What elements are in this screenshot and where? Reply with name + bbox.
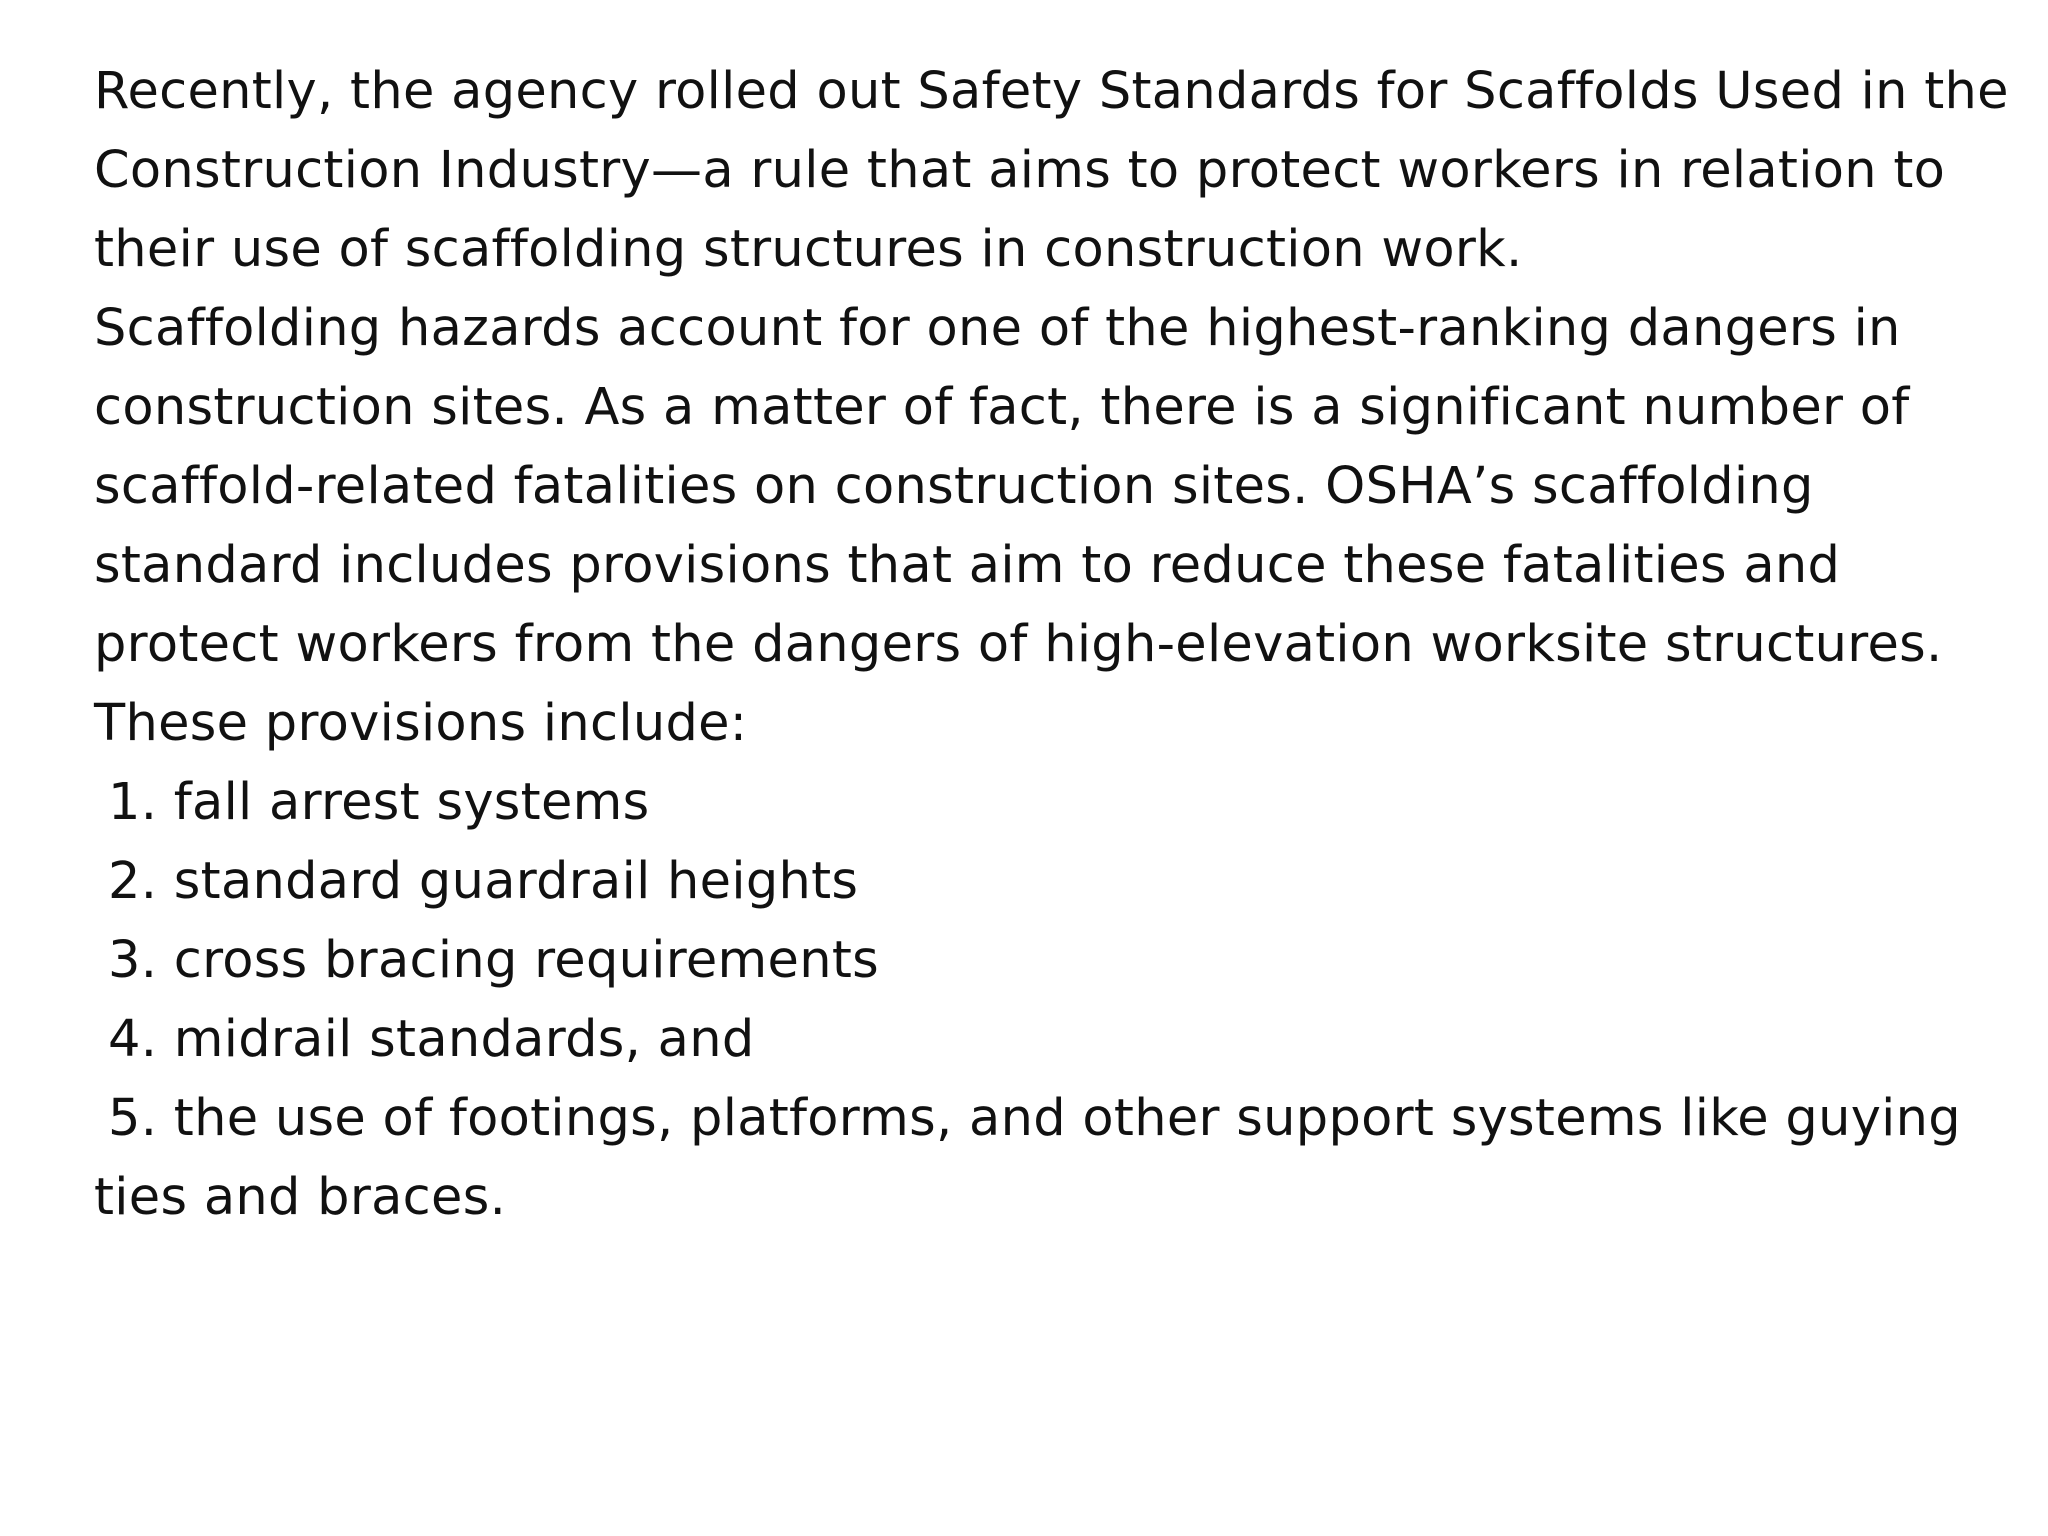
- document-body: [94, 52, 2009, 1237]
- provisions-list: [94, 763, 1994, 1237]
- list-item: 2. standard guardrail heights: [108, 852, 859, 911]
- paragraph-hazards: [94, 289, 1994, 763]
- list-item: 1. fall arrest systems: [108, 773, 650, 832]
- list-item: 4. midrail standards, and: [108, 1010, 755, 1069]
- text-line: Recently, the agency rolled out Safety Standards for Scaffolds Used in the: [94, 62, 2009, 121]
- text-line: scaffold-related fatalities on construction sites. OSHA’s scaffolding: [94, 457, 1814, 516]
- list-item: 5. the use of footings, platforms, and other support systems like guying: [108, 1089, 1961, 1148]
- list-item-continuation: ties and braces.: [94, 1168, 507, 1227]
- text-line: construction sites. As a matter of fact, there is a significant number of: [94, 378, 1910, 437]
- text-line: Construction Industry—a rule that aims to protect workers in relation to: [94, 141, 1946, 200]
- text-line: protect workers from the dangers of high-elevation worksite structures.: [94, 615, 1943, 674]
- list-item: 3. cross bracing requirements: [108, 931, 879, 990]
- paragraph-intro: [94, 52, 2009, 289]
- text-line: standard includes provisions that aim to reduce these fatalities and: [94, 536, 1841, 595]
- text-line: These provisions include:: [94, 694, 748, 753]
- text-line: Scaffolding hazards account for one of the highest-ranking dangers in: [94, 299, 1901, 358]
- text-line: their use of scaffolding structures in construction work.: [94, 220, 1523, 279]
